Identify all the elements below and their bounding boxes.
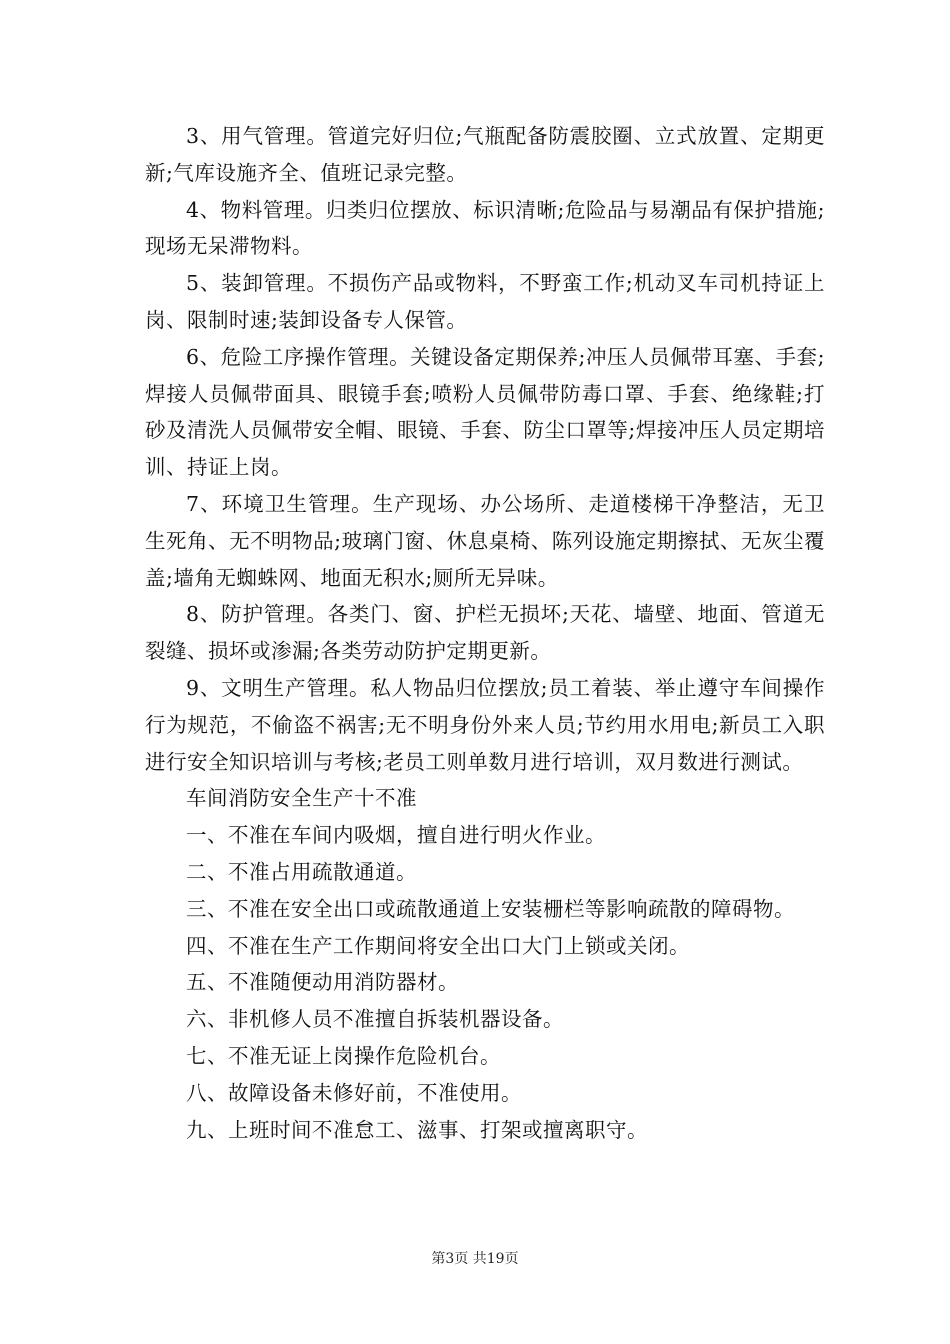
footer-middle: 页 共 <box>454 1251 487 1267</box>
page-footer <box>0 1248 950 1268</box>
rule-item-2: 二、不准占用疏散通道。 <box>186 859 417 884</box>
rule-item-3: 三、不准在安全出口或疏散通道上安装栅栏等影响疏散的障碍物。 <box>186 896 795 921</box>
paragraph-protection-management: 8、防护管理。各类门、窗、护栏无损坏;天花、墙壁、地面、管道无裂缝、损坏或渗漏;各类劳动防护定期更新。 <box>145 602 825 664</box>
footer-prefix: 第 <box>431 1251 446 1267</box>
footer-current-page: 3 <box>445 1251 455 1267</box>
rule-item-6: 六、非机修人员不准擅自拆装机器设备。 <box>186 1007 564 1032</box>
section-heading-fire-safety: 车间消防安全生产十不准 <box>186 786 417 811</box>
paragraph-civilized-production: 9、文明生产管理。私人物品归位摆放;员工着装、举止遵守车间操作行为规范，不偷盗不祸害;无不明身份外来人员;节约用水用电;新员工入职进行安全知识培训与考核;老员工则单数月进行培训，双月数进行测试。 <box>145 675 825 774</box>
rule-item-4: 四、不准在生产工作期间将安全出口大门上锁或关闭。 <box>186 933 690 958</box>
paragraph-environment-hygiene: 7、环境卫生管理。生产现场、办公场所、走道楼梯干净整洁，无卫生死角、无不明物品;玻璃门窗、休息桌椅、陈列设施定期擦拭、无灰尘覆盖;墙角无蜘蛛网、地面无积水;厕所无异味。 <box>145 491 825 590</box>
paragraph-hazard-operation: 6、危险工序操作管理。关键设备定期保养;冲压人员佩带耳塞、手套;焊接人员佩带面具、眼镜手套;喷粉人员佩带防毒口罩、手套、绝缘鞋;打砂及清洗人员佩带安全帽、眼镜、手套、防尘口罩等;焊接冲压人员定期培训、持证上岗。 <box>145 344 825 480</box>
rule-item-9: 九、上班时间不准怠工、滋事、打架或擅离职守。 <box>186 1117 648 1142</box>
paragraph-loading-management: 5、装卸管理。不损伤产品或物料，不野蛮工作;机动叉车司机持证上岗、限制时速;装卸设备专人保管。 <box>145 271 825 332</box>
footer-total-pages: 19 <box>486 1251 505 1267</box>
rule-item-7: 七、不准无证上岗操作危险机台。 <box>186 1043 501 1068</box>
paragraph-gas-management: 3、用气管理。管道完好归位;气瓶配备防震胶圈、立式放置、定期更新;气库设施齐全、值班记录完整。 <box>145 124 825 185</box>
rule-item-8: 八、故障设备未修好前，不准使用。 <box>186 1080 522 1105</box>
rule-item-1: 一、不准在车间内吸烟，擅自进行明火作业。 <box>186 823 606 848</box>
rule-item-5: 五、不准随便动用消防器材。 <box>186 970 459 995</box>
paragraph-material-management: 4、物料管理。归类归位摆放、标识清晰;危险品与易潮品有保护措施;现场无呆滞物料。 <box>145 197 825 259</box>
footer-suffix: 页 <box>504 1251 519 1267</box>
document-body <box>145 118 825 1148</box>
